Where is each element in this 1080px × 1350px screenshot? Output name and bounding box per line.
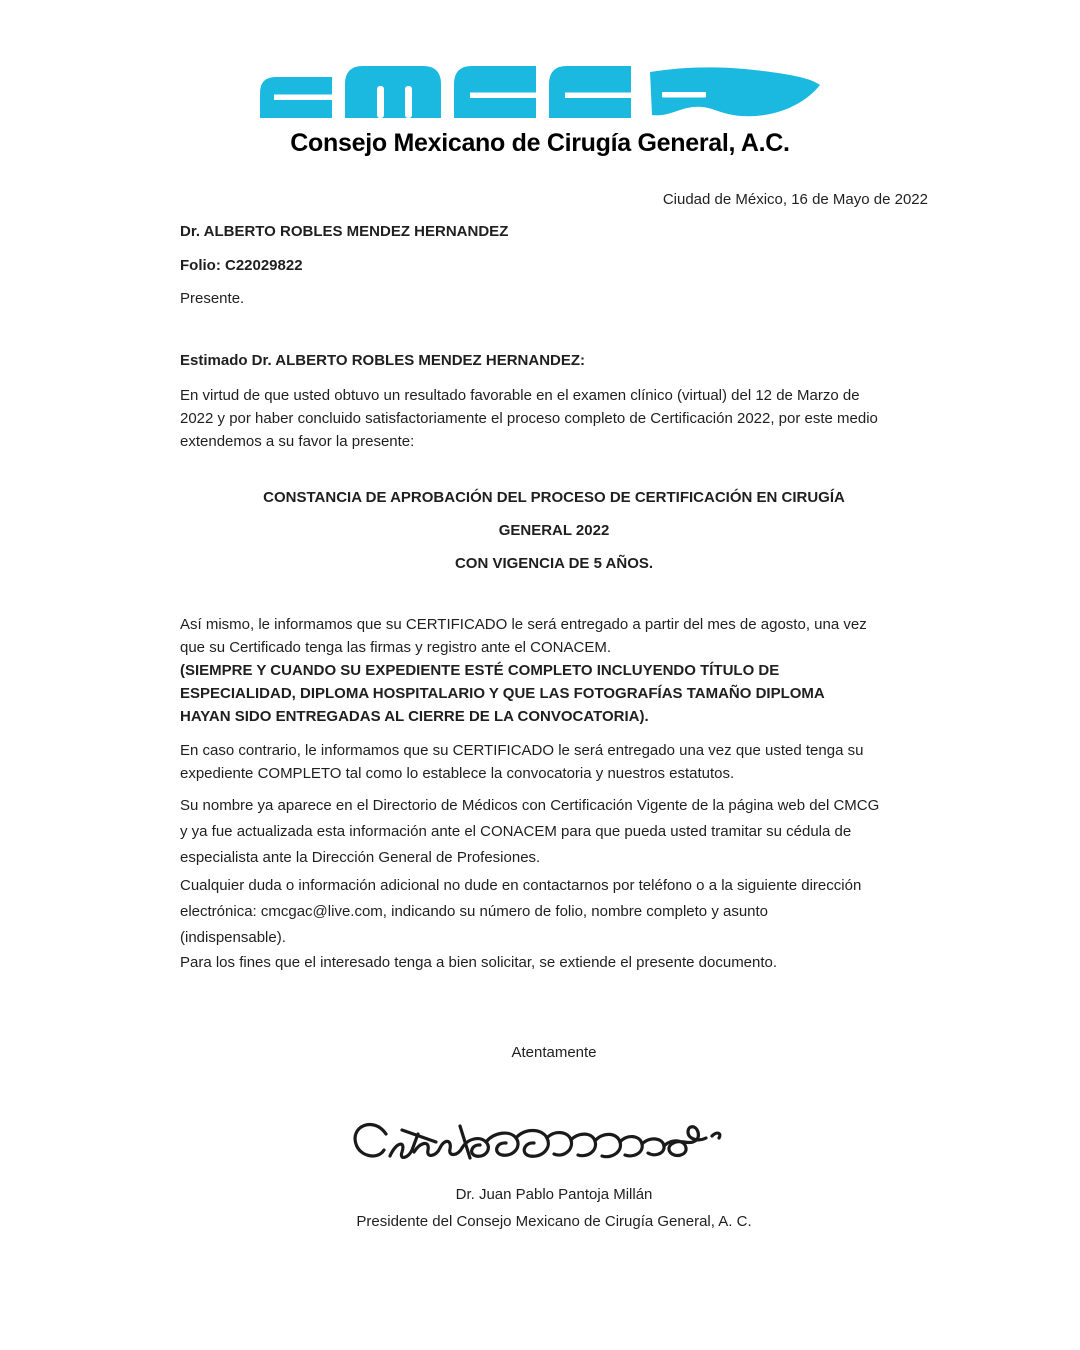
signature	[180, 1110, 928, 1168]
org-name: Consejo Mexicano de Cirugía General, A.C.	[290, 129, 790, 157]
constancia-heading	[180, 489, 928, 573]
letter-line-bold: ESPECIALIDAD, DIPLOMA HOSPITALARIO Y QUE LAS FOTOGRAFÍAS TAMAÑO DIPLOMA	[180, 684, 825, 702]
paragraph-intro	[180, 384, 928, 453]
signer-name: Dr. Juan Pablo Pantoja Millán	[455, 1185, 653, 1203]
folio-line: Folio: C22029822	[180, 256, 303, 274]
heading-line: CONSTANCIA DE APROBACIÓN DEL PROCESO DE CERTIFICACIÓN EN CIRUGÍA	[263, 488, 845, 506]
cmcg-logo	[0, 66, 1080, 118]
letter-body	[180, 191, 928, 1231]
presente-line: Presente.	[180, 289, 245, 307]
letter-line: Para los fines que el interesado tenga a bien solicitar, se extiende el presente documento.	[180, 953, 778, 971]
signer-title: Presidente del Consejo Mexicano de Cirugía General, A. C.	[356, 1212, 752, 1230]
paragraph-su-nombre	[180, 793, 928, 871]
letter-line: En caso contrario, le informamos que su CERTIFICADO le será entregado una vez que usted tenga su	[180, 741, 864, 759]
cmcg-logo-icon	[260, 66, 820, 118]
letterhead	[0, 0, 1080, 158]
letter-line: y ya fue actualizada esta información ante el CONACEM para que pueda usted tramitar su cédula de	[180, 822, 852, 840]
letter-line-bold: (SIEMPRE Y CUANDO SU EXPEDIENTE ESTÉ COMPLETO INCLUYENDO TÍTULO DE	[180, 661, 780, 679]
letter-line: En virtud de que usted obtuvo un resultado favorable en el examen clínico (virtual) del 12 de Marzo de	[180, 386, 860, 404]
atentamente-line: Atentamente	[511, 1043, 597, 1061]
paragraph-para-los-fines	[180, 951, 928, 974]
letter-line-bold: HAYAN SIDO ENTREGADAS AL CIERRE DE LA CONVOCATORIA).	[180, 707, 649, 725]
letter-line: que su Certificado tenga las firmas y registro ante el CONACEM.	[180, 638, 612, 656]
signature-scribble-icon	[344, 1110, 764, 1168]
letter-line: 2022 y por haber concluido satisfactoriamente el proceso completo de Certificación 2022, por este medio	[180, 409, 878, 427]
paragraph-cualquier-duda	[180, 873, 928, 951]
letter-line: especialista ante la Dirección General de Profesiones.	[180, 848, 541, 866]
letter-line: Su nombre ya aparece en el Directorio de Médicos con Certificación Vigente de la página web del CMCG	[180, 796, 880, 814]
heading-line: CON VIGENCIA DE 5 AÑOS.	[454, 554, 654, 572]
letter-line: extendemos a su favor la presente:	[180, 432, 415, 450]
letter-line: (indispensable).	[180, 928, 286, 946]
letter-line: electrónica: cmcgac@live.com, indicando su número de folio, nombre completo y asunto	[180, 902, 769, 920]
paragraph-asi-mismo	[180, 613, 928, 728]
letter-line: expediente COMPLETO tal como lo establece la convocatoria y nuestros estatutos.	[180, 764, 735, 782]
recipient-name: Dr. ALBERTO ROBLES MENDEZ HERNANDEZ	[180, 222, 509, 240]
date-line: Ciudad de México, 16 de Mayo de 2022	[662, 190, 928, 208]
salutation: Estimado Dr. ALBERTO ROBLES MENDEZ HERNANDEZ:	[180, 351, 586, 369]
letter-line: Cualquier duda o información adicional no dude en contactarnos por teléfono o a la siguiente dirección	[180, 876, 862, 894]
paragraph-en-caso	[180, 739, 928, 785]
letter-line: Así mismo, le informamos que su CERTIFICADO le será entregado a partir del mes de agosto, una vez	[180, 615, 867, 633]
heading-line: GENERAL 2022	[498, 521, 610, 539]
